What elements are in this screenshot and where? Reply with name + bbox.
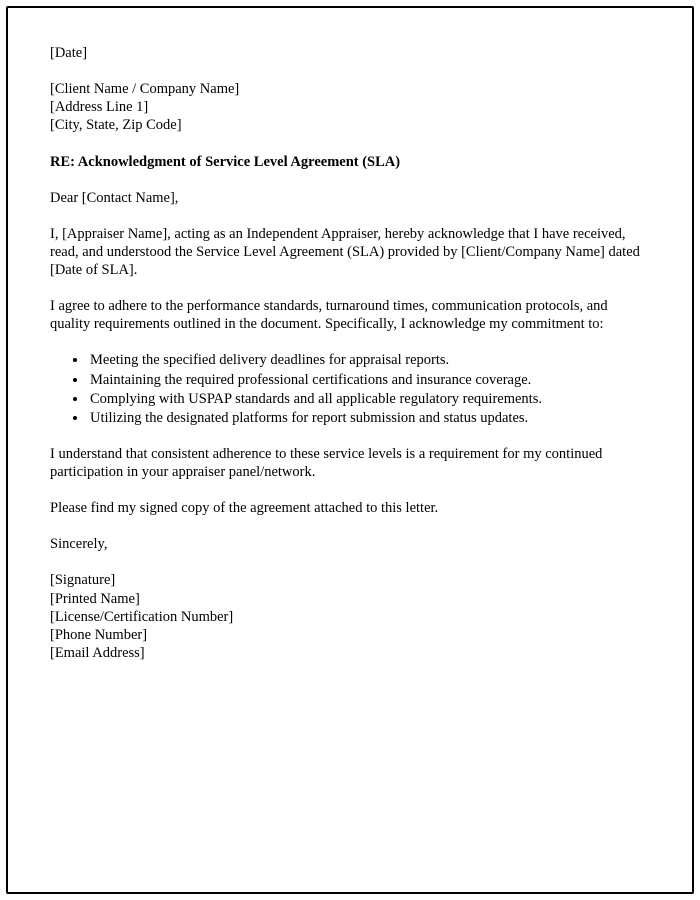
- salutation: Dear [Contact Name],: [50, 189, 179, 206]
- letter-body: [50, 44, 640, 662]
- paragraph-agreement: I agree to adhere to the performance standards, turnaround times, communication protocols, and quality requirements outlined in the document. Specifically, I acknowledge my commitment to:: [50, 298, 608, 333]
- paragraph-understanding: I understand that consistent adherence to these service levels is a requirement for my continued participation in your appraiser panel/network.: [50, 445, 603, 480]
- date-placeholder: [Date]: [50, 45, 88, 61]
- list-item: • Meeting the specified delivery deadlines for appraisal reports.: [88, 351, 640, 369]
- phone-placeholder: [Phone Number]: [50, 626, 148, 643]
- recipient-address1: [Address Line 1]: [50, 99, 149, 116]
- list-item: • Utilizing the designated platforms for report submission and status updates.: [88, 409, 640, 427]
- printed-name-placeholder: [Printed Name]: [50, 590, 140, 607]
- closing: Sincerely,: [50, 536, 108, 553]
- list-item: • Complying with USPAP standards and all applicable regulatory requirements.: [88, 390, 640, 408]
- subject-line: RE: Acknowledgment of Service Level Agreement (SLA): [50, 153, 401, 170]
- page-border: [6, 6, 694, 894]
- recipient-name: [Client Name / Company Name]: [50, 81, 240, 98]
- list-item: • Maintaining the required professional certifications and insurance coverage.: [88, 371, 640, 389]
- paragraph-acknowledgment: I, [Appraiser Name], acting as an Independent Appraiser, hereby acknowledge that I have received, read, and understood the Service Level Agreement (SLA) provided by [Client/Company Name] dated [Date of SLA].: [50, 225, 640, 278]
- commitment-list: [50, 351, 640, 427]
- paragraph-attachment: Please find my signed copy of the agreement attached to this letter.: [50, 500, 439, 517]
- date-line: [50, 44, 640, 62]
- signature-placeholder: [Signature]: [50, 572, 116, 589]
- signature-block: [50, 571, 640, 662]
- recipient-city-state-zip: [City, State, Zip Code]: [50, 117, 182, 134]
- license-placeholder: [License/Certification Number]: [50, 608, 234, 625]
- email-placeholder: [Email Address]: [50, 644, 145, 661]
- recipient-address-block: [50, 80, 640, 134]
